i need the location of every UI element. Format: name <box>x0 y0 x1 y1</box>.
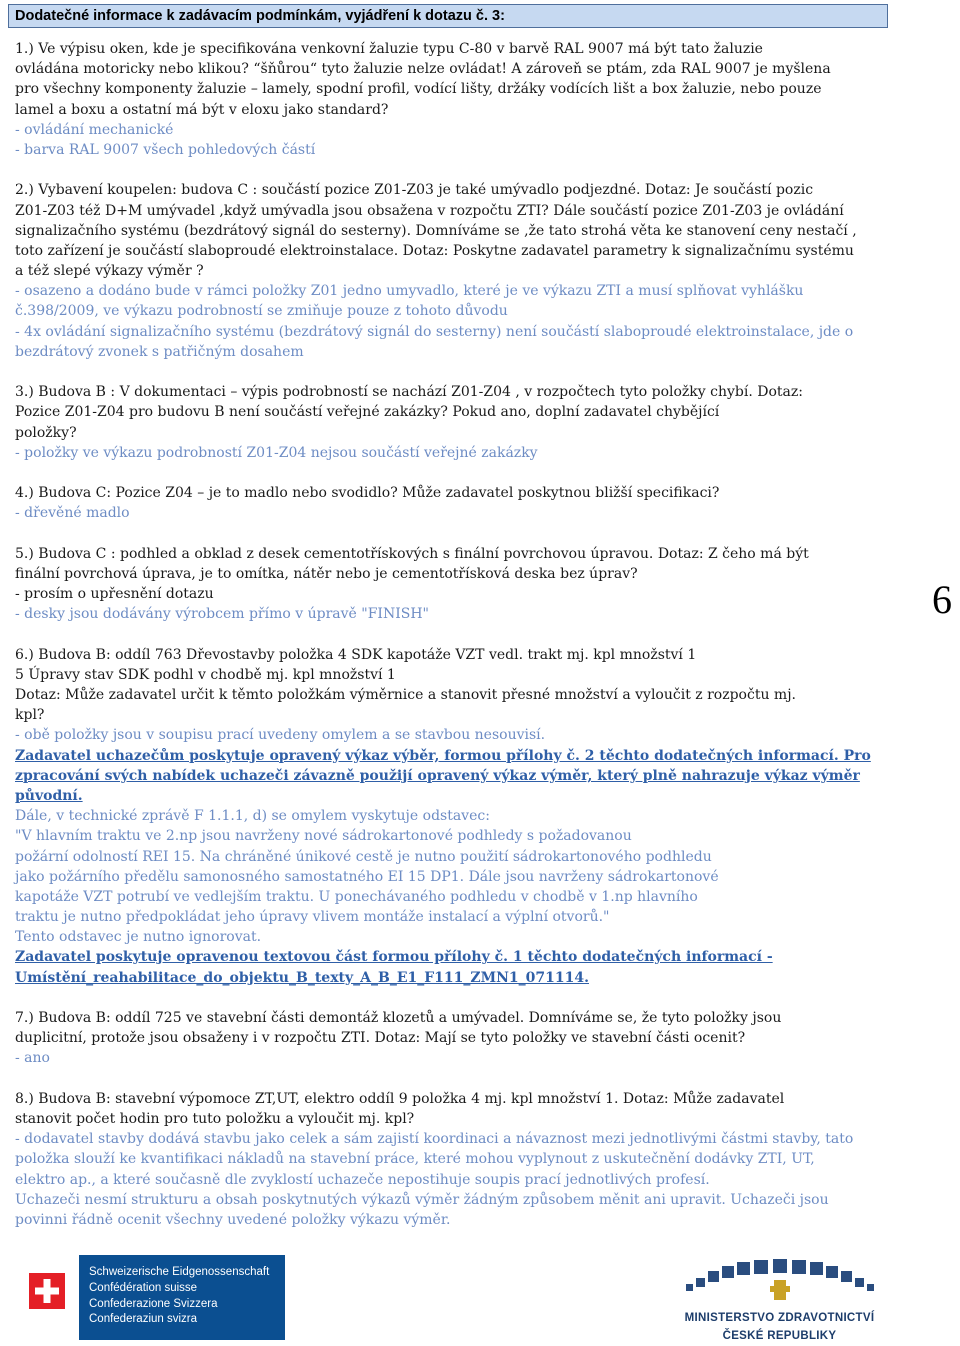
answer-line: jako požárního předělu samonosného samostatného EI 15 DP1. Dále jsou navrženy sádrokartonové <box>15 868 719 885</box>
answer-line: Tento odstavec je nutno ignorovat. <box>15 929 262 946</box>
ministry-of-health-logo <box>672 1258 887 1343</box>
question-line: Pozice Z01-Z04 pro budovu B není součástí veřejné zakázky? Pokud ano, doplní zadavatel chybějící <box>15 404 720 421</box>
answer-line: - desky jsou dodávány výrobcem přímo v úpravě "FINISH" <box>15 606 429 623</box>
question-line: 6.) Budova B: oddíl 763 Dřevostavby položka 4 SDK kapotáže VZT vedl. trakt mj. kpl množství 1 <box>15 646 697 663</box>
answer-line: povinni řádně ocenit všechny uvedené položky výkazu výměr. <box>15 1211 451 1228</box>
question-line: 7.) Budova B: oddíl 725 ve stavební části demontáž klozetů a umývadel. Domníváme se, že tyto položky jsou <box>15 1010 782 1026</box>
answer-line: elektro ap., a které současně dle zvyklostí uchazeče nepostihuje soupis prací jednotlivých profesí. <box>15 1171 710 1188</box>
question-line: - prosím o upřesnění dotazu <box>15 586 214 603</box>
ministry-name-line2: ČESKÉ REPUBLIKY <box>722 1330 837 1342</box>
answer-line: - ovládání mechanické <box>15 121 174 138</box>
question-line: kpl? <box>15 707 45 724</box>
answer-line: - 4x ovládání signalizačního systému (bezdrátový signál do sesterny) není součástí slaboproudé elektroinstalace, jde o <box>15 323 854 340</box>
swiss-logo-text <box>89 1265 269 1328</box>
question-line: 2.) Vybavení koupelen: budova C : součástí pozice Z01-Z03 je také umývadlo podjezdné. Dotaz: Je součástí pozic <box>15 182 814 199</box>
question-line: finální povrchová úprava, je to omítka, nátěr nebo je cementotřísková deska bez úprav? <box>15 565 638 582</box>
swiss-logo-line: Confederazione Svizzera <box>89 1297 218 1310</box>
paragraph-gap <box>15 362 895 382</box>
answer-line: kapotáže VZT potrubí ve vedlejším traktu. U ponechávaného podhledu v chodbě v 1.np hlavního <box>15 888 698 905</box>
question-line: Z01-Z03 též D+M umývadel ,když umývadla jsou obsažena v rozpočtu ZTI? Dále součástí pozice Z01-Z03 je ovládání <box>15 202 844 219</box>
ministry-name-line1: MINISTERSTVO ZDRAVOTNICTVÍ <box>684 1312 875 1324</box>
question-line: 4.) Budova C: Pozice Z04 – je to madlo nebo svodidlo? Může zadavatel poskytnou bližší specifikaci? <box>15 485 720 502</box>
answer-line: traktu je nutno předpokládat jeho úpravy vlivem montáže instalací a výplní otvorů." <box>15 909 610 926</box>
swiss-logo-line: Confédération suisse <box>89 1281 198 1294</box>
swiss-flag-icon <box>15 1255 79 1340</box>
answer-line: - obě položky jsou v soupisu prací uvedeny omylem a se stavbou nesouvisí. <box>15 727 546 744</box>
question-line: 8.) Budova B: stavební výpomoce ZT,UT, elektro oddíl 9 položka 4 mj. kpl množství 1. Dotaz: Může zadavatel <box>15 1090 785 1107</box>
answer-line: - osazeno a dodáno bude v rámci položky Z01 jedno umyvadlo, které je ve výkazu ZTI a musí splňovat vyhlášku <box>15 283 804 300</box>
answer-line: - položky ve výkazu podrobností Z01-Z04 nejsou součástí veřejné zakázky <box>15 444 538 461</box>
answer-line: bezdrátový zvonek s patřičným dosahem <box>15 343 304 360</box>
question-line: položky? <box>15 424 77 441</box>
question-line: ovládána motoricky nebo klikou? “šňůrou“ tyto žaluzie nelze ovládat! A zároveň se ptám, zda RAL 9007 je myšlena <box>15 61 831 78</box>
answer-line: "V hlavním traktu ve 2.np jsou navrženy nové sádrokartonové podhledy s požadovanou <box>15 828 632 845</box>
question-line: signalizačního systému (bezdrátový signál do sesterny). Domníváme se ,že tato strohá věta ke stanovení ceny nestačí , <box>15 222 857 239</box>
page-number: 6 <box>932 577 952 622</box>
answer-line: - ano <box>15 1050 50 1067</box>
question-line: 5 Úpravy stav SDK podhl v chodbě mj. kpl množství 1 <box>15 666 396 683</box>
answer-line: položka slouží ke kvantifikaci nákladů na stavební práce, které mohou vyplynout z uskutečnění dodávky ZTI, UT, <box>15 1151 815 1168</box>
swiss-logo-line: Confederaziun svizra <box>89 1313 198 1326</box>
document-title: Dodatečné informace k zadávacím podmínkám, vyjádření k dotazu č. 3: <box>8 4 888 28</box>
paragraph-gap <box>15 524 895 544</box>
question-line: 3.) Budova B : V dokumentaci – výpis podrobností se nachází Z01-Z04 , v rozpočtech tyto položky chybí. Dotaz: <box>15 384 803 401</box>
answer-line: Uchazeči nesmí strukturu a obsah poskytnutých výkazů výměr žádným způsobem měnit ani upravit. Uchazeči jsou <box>15 1191 829 1208</box>
paragraph-gap <box>15 1069 895 1089</box>
answer-line: Dále, v technické zprávě F 1.1.1, d) se omylem vyskytuje odstavec: <box>15 808 490 825</box>
paragraph-gap <box>15 624 895 644</box>
question-line: duplicitní, protože jsou obsaženy i v rozpočtu ZTI. Dotaz: Mají se tyto položky ve stavební části ocenit? <box>15 1030 746 1047</box>
swiss-logo-line: Schweizerische Eidgenossenschaft <box>89 1266 270 1278</box>
question-line: toto zařízení je součástí slaboproudé elektroinstalace. Dotaz: Poskytne zadavatel parametry k signalizačnímu systému <box>15 242 854 259</box>
question-line: 1.) Ve výpisu oken, kde je specifikována venkovní žaluzie typu C-80 v barvě RAL 9007 má být tato žaluzie <box>15 41 763 57</box>
notice-line: původní. <box>15 787 83 804</box>
question-line: 5.) Budova C : podhled a obklad z desek cementotřískových s finální povrchovou úpravou. Dotaz: Z čeho má být <box>15 545 809 562</box>
answer-line: č.398/2009, ve výkazu podrobností se zmiňuje pouze z tohoto důvodu <box>15 303 508 320</box>
answer-line: - barva RAL 9007 všech pohledových částí <box>15 141 316 158</box>
answer-line: požární odolností REI 15. Na chráněné únikové cestě je nutno použití sádrokartonového podhledu <box>15 848 712 865</box>
document-body <box>15 39 895 1230</box>
swiss-confederation-logo <box>15 1255 285 1340</box>
question-line: lamel a boxu a ostatní má být v eloxu jako standard? <box>15 101 389 118</box>
paragraph-gap <box>15 463 895 483</box>
question-line: pro všechny komponenty žaluzie – lamely, spodní profil, vodící lišty, držáky vodících lišt a box žaluzie, nebo pouze <box>15 81 822 98</box>
answer-line: - dřevěné madlo <box>15 505 130 522</box>
notice-line: Umístění_reahabilitace_do_objektu_B_texty_A_B_E1_F111_ZMN1_071114. <box>15 969 589 986</box>
paragraph-gap <box>15 160 895 180</box>
answer-line: - dodavatel stavby dodává stavbu jako celek a sám zajistí koordinaci a návaznost mezi jednotlivými částmi stavby, tato <box>15 1131 854 1148</box>
paragraph-gap <box>15 988 895 1008</box>
notice-line: Zadavatel poskytuje opravenou textovou část formou přílohy č. 1 těchto dodatečných informací - <box>15 949 773 966</box>
question-line: stanovit počet hodin pro tuto položku a vyloučit mj. kpl? <box>15 1110 415 1127</box>
notice-line: zpracování svých nabídek uchazeči závazně použijí opravený výkaz výměr, který plně nahrazuje výkaz výměr <box>15 767 860 784</box>
question-line: a též slepé výkazy výměr ? <box>15 263 204 280</box>
notice-line: Zadavatel uchazečům poskytuje opravený výkaz výběr, formou přílohy č. 2 těchto dodatečných informací. Pro <box>15 747 871 764</box>
question-line: Dotaz: Může zadavatel určit k těmto položkám výměrnice a stanovit přesné množství a vyloučit z rozpočtu mj. <box>15 687 796 703</box>
ministry-emblem-icon <box>680 1258 880 1304</box>
